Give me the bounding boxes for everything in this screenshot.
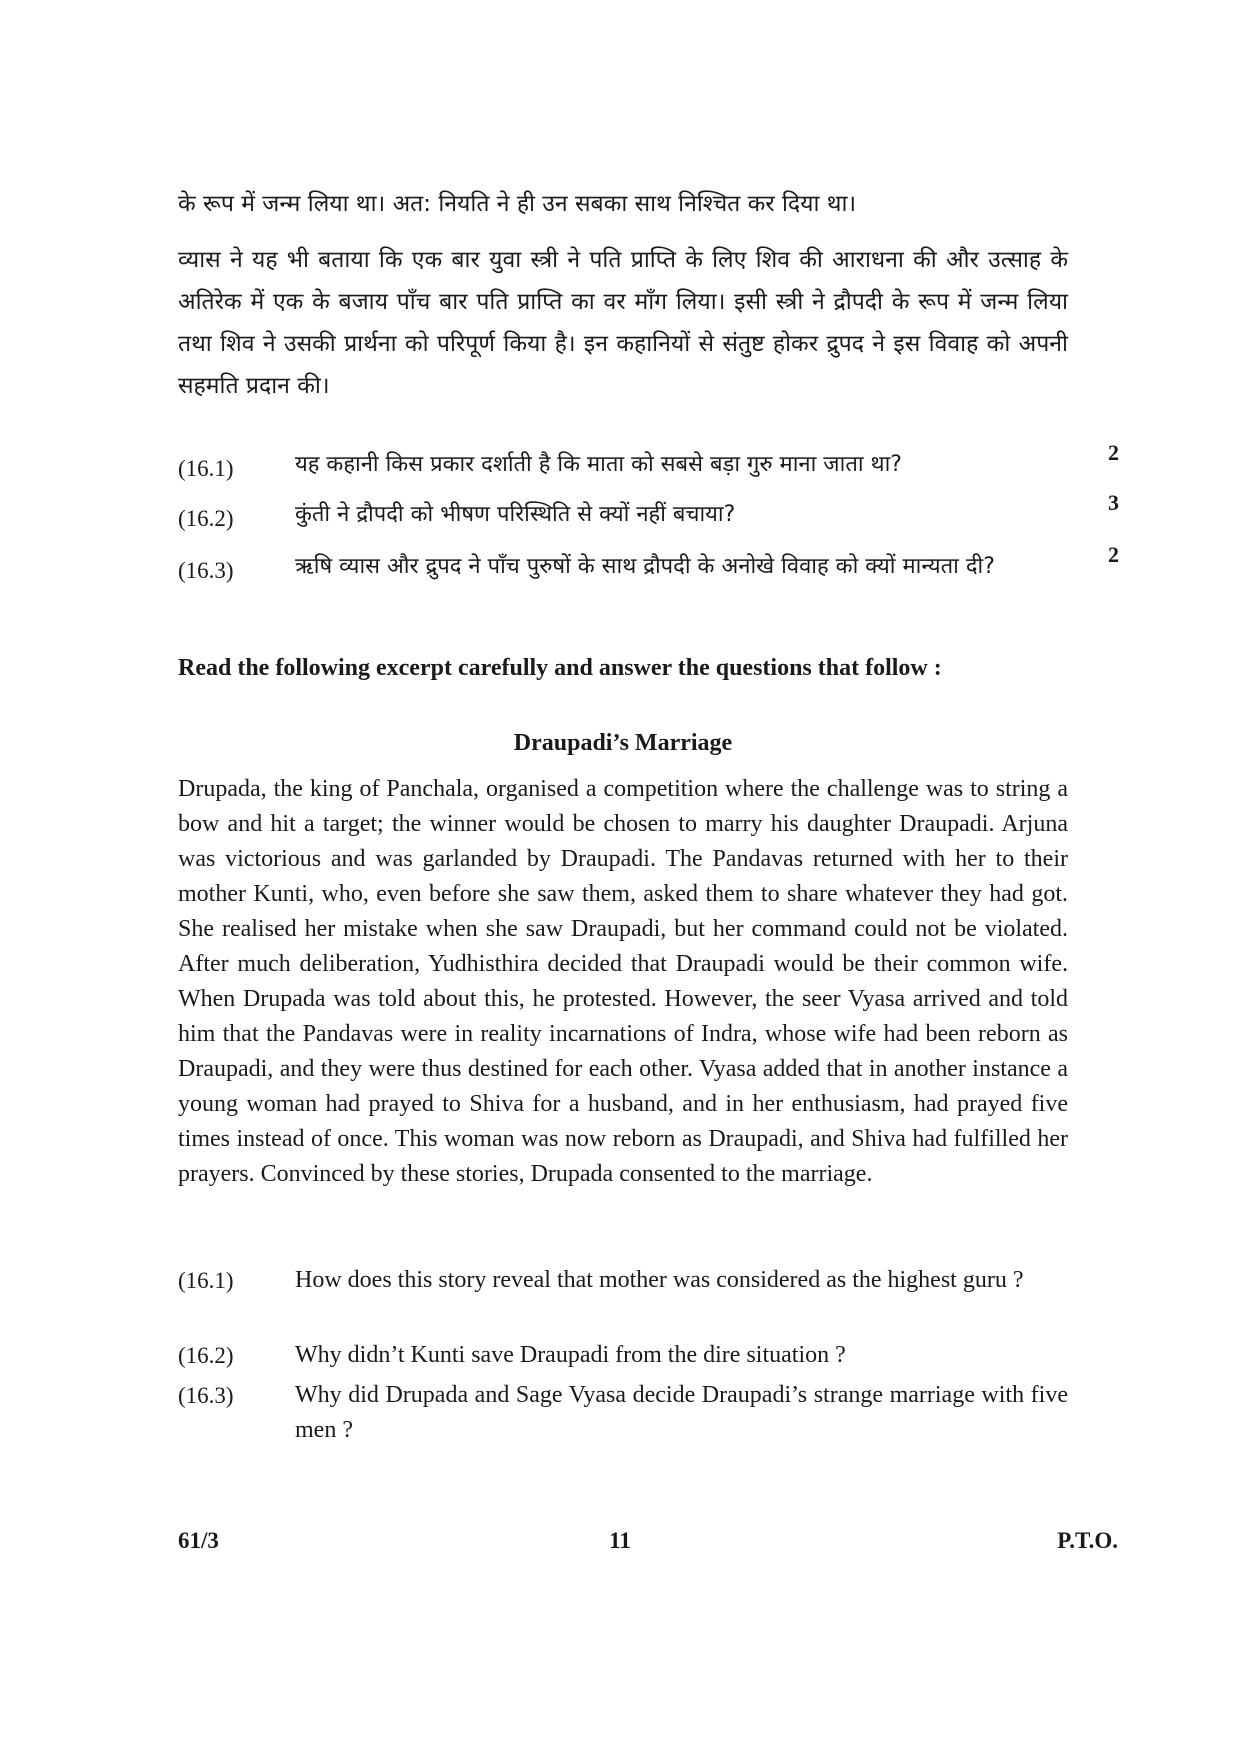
- question-number: (16.3): [178, 1383, 234, 1408]
- question-number: (16.2): [178, 506, 234, 531]
- hindi-passage-paragraph-2: व्यास ने यह भी बताया कि एक बार युवा स्त्री ने पति प्राप्ति के लिए शिव की आराधना की और उत्साह के अतिरेक में एक के बजाय पाँच बार पति प्राप्ति का वर माँग लिया। इसी स्त्री ने द्रौपदी के रूप में जन्म लिया तथा शिव ने उसकी प्रार्थना को परिपूर्ण किया है। इन कहानियों से संतुष्ट होकर द्रुपद ने इस विवाह को अपनी सहमति प्रदान की।: [178, 247, 1068, 399]
- question-number: (16.2): [178, 1343, 234, 1368]
- question-marks: 2: [1108, 542, 1119, 567]
- question-text: How does this story reveal that mother was considered as the highest guru ?: [295, 1267, 1024, 1293]
- page-number: 11: [609, 1528, 631, 1553]
- question-text: यह कहानी किस प्रकार दर्शाती है कि माता को सबसे बड़ा गुरु माना जाता था?: [295, 452, 902, 477]
- question-marks: 3: [1108, 490, 1119, 515]
- hindi-passage: [178, 183, 1068, 407]
- question-text: Why did Drupada and Sage Vyasa decide Draupadi’s strange marriage with five men ?: [295, 1382, 1068, 1443]
- hindi-passage-line-1: के रूप में जन्म लिया था। अत: नियति ने ही उन सबका साथ निश्चित कर दिया था।: [178, 191, 857, 217]
- question-number: (16.1): [178, 1268, 234, 1293]
- instruction-text: Read the following excerpt carefully and answer the questions that follow :: [178, 655, 942, 681]
- paper-code: 61/3: [178, 1528, 219, 1553]
- question-number: (16.1): [178, 456, 234, 481]
- pto-label: P.T.O.: [1057, 1528, 1118, 1553]
- question-text: Why didn’t Kunti save Draupadi from the dire situation ?: [295, 1342, 846, 1368]
- question-number: (16.3): [178, 558, 234, 583]
- question-marks: 2: [1108, 440, 1119, 465]
- question-text: ऋषि व्यास और द्रुपद ने पाँच पुरुषों के साथ द्रौपदी के अनोखे विवाह को क्यों मान्यता दी?: [295, 554, 995, 579]
- question-text: कुंती ने द्रौपदी को भीषण परिस्थिति से क्यों नहीं बचाया?: [295, 502, 736, 527]
- excerpt-title: Draupadi’s Marriage: [513, 730, 733, 756]
- excerpt-passage: Drupada, the king of Panchala, organised a competition where the challenge was to string a bow and hit a target; the winner would be chosen to marry his daughter Draupadi. Arjuna was victorious and was garlanded by Draupadi. The Pandavas returned with her to their mother Kunti, who, even before she saw them, asked them to share whatever they had got. She realised her mistake when she saw Draupadi, but her command could not be violated. After much deliberation, Yudhisthira decided that Draupadi would be their common wife. When Drupada was told about this, he protested. However, the seer Vyasa arrived and told him that the Pandavas were in reality incarnations of Indra, whose wife had been reborn as Draupadi, and they were thus destined for each other. Vyasa added that in another instance a young woman had prayed to Shiva for a husband, and in her enthusiasm, had prayed five times instead of once. This woman was now reborn as Draupadi, and Shiva had fulfilled her prayers. Convinced by these stories, Drupada consented to the marriage.: [178, 776, 1068, 1187]
